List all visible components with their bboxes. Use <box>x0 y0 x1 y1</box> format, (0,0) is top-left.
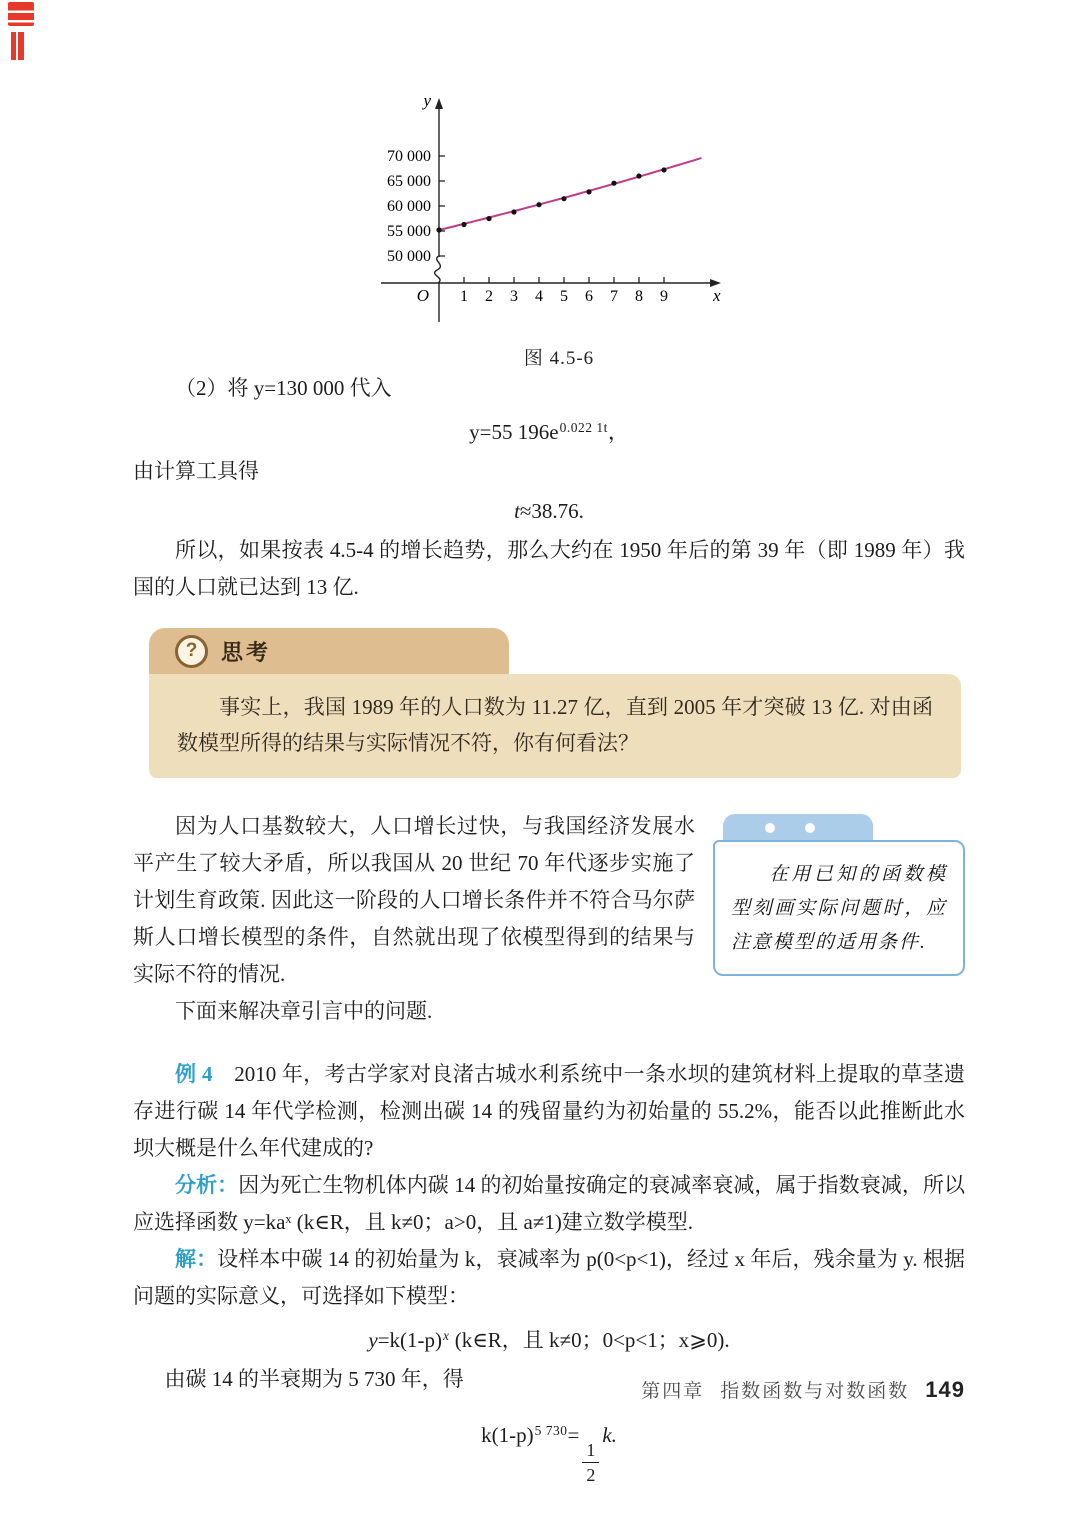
red-corner-artifact <box>8 2 34 60</box>
svg-text:1: 1 <box>460 288 468 305</box>
solution-paragraph: 解：设样本中碳 14 的初始量为 k，衰减率为 p(0<p<1)，经过 x 年后，残余量为 y. 根据问题的实际意义，可选择如下模型： <box>133 1247 965 1308</box>
footer-page-number: 149 <box>925 1377 965 1402</box>
paragraph-next-problem: 下面来解决章引言中的问题. <box>175 999 433 1023</box>
svg-text:60 000: 60 000 <box>387 198 431 215</box>
formula-decay-model: $y=k(1-p)^x$ (k∈R，且 k≠0；0<p<1；x⩾0). <box>368 1328 730 1352</box>
svg-text:65 000: 65 000 <box>387 173 431 190</box>
think-box <box>149 628 961 778</box>
x-axis-label: x <box>713 286 721 305</box>
footer-chapter: 第四章 <box>641 1381 705 1402</box>
svg-text:8: 8 <box>635 288 643 305</box>
analysis-label: 分析： <box>175 1173 239 1197</box>
svg-text:3: 3 <box>510 288 518 305</box>
margin-note-text: 在用已知的函数模型刻画实际问题时，应注意模型的适用条件. <box>713 840 965 976</box>
page-footer <box>641 1376 965 1403</box>
svg-text:7: 7 <box>610 288 618 305</box>
fraction-one-half: $\frac{1}{2}$ <box>582 1441 599 1484</box>
question-mark-icon: ? <box>175 635 208 668</box>
figure-caption: 图 4.5-6 <box>523 348 595 369</box>
svg-text:4: 4 <box>535 288 543 305</box>
example-4-label: 例 4 <box>175 1062 213 1086</box>
formula-half-life: $k(1-p)^{5 730}=$ $\frac{1}{2}$ k. <box>481 1423 617 1485</box>
note-dot-icon <box>765 823 775 833</box>
think-box-tab <box>149 628 509 674</box>
y-axis-arrow <box>435 98 443 109</box>
margin-note-tab <box>723 814 873 841</box>
svg-text:6: 6 <box>585 288 593 305</box>
svg-text:9: 9 <box>660 288 668 305</box>
svg-text:70 000: 70 000 <box>387 148 431 165</box>
paragraph-tool: 由计算工具得 <box>133 459 259 483</box>
footer-title: 指数函数与对数函数 <box>720 1381 910 1402</box>
formula-t-result: t≈38.76. <box>514 499 584 523</box>
think-box-body: 事实上，我国 1989 年的人口数为 11.27 亿，直到 2005 年才突破 13 亿. 对由函数模型所得的结果与实际情况不符，你有何看法？ <box>149 674 961 778</box>
red-mark-top <box>8 2 34 26</box>
population-growth-chart <box>369 88 749 338</box>
page-content <box>133 0 965 1485</box>
example-4-paragraph: 例 4 2010 年，考古学家对良渚古城水利系统中一条水坝的建筑材料上提取的草茎遗存进行碳 14 年代学检测，检测出碳 14 的残留量约为初始量的 55.2%，能否以此推断此水坝大概是什么年代建成的? <box>133 1062 966 1160</box>
svg-text:50 000: 50 000 <box>387 248 431 265</box>
think-box-title: 思考 <box>221 639 272 665</box>
origin-label: O <box>416 286 429 305</box>
svg-text:5: 5 <box>560 288 568 305</box>
paragraph-policy: 因为人口基数较大，人口增长过快，与我国经济发展水平产生了较大矛盾，所以我国从 20 世纪 70 年代逐步实施了计划生育政策. 因此这一阶段的人口增长条件并不符合马尔萨斯人口增长模型的条件，自然就出现了依模型得到的结果与实际不符的情况. <box>133 814 695 986</box>
svg-text:55 000: 55 000 <box>387 223 431 240</box>
solution-label: 解： <box>175 1247 218 1271</box>
formula-model: y=55 $196e^{0.022 1t}$， <box>469 420 629 444</box>
margin-note-box <box>713 814 965 976</box>
wrap-section <box>133 808 965 1030</box>
analysis-paragraph: 分析：因为死亡生物机体内碳 14 的初始量按确定的衰减率衰减，属于指数衰减，所以应选择函数 y=kaˣ (k∈R，且 k≠0；a>0，且 a≠1)建立数学模型. <box>133 1173 965 1234</box>
paragraph-conclusion: 所以，如果按表 4.5-4 的增长趋势，那么大约在 1950 年后的第 39 年（即 1989 年）我国的人口就已达到 13 亿. <box>133 538 965 599</box>
svg-text:2: 2 <box>485 288 493 305</box>
red-mark-bottom <box>11 32 24 60</box>
paragraph-half-life: 由碳 14 的半衰期为 5 730 年，得 <box>164 1367 464 1391</box>
y-axis-label: y <box>423 91 431 110</box>
figure-4-5-6 <box>369 88 749 370</box>
note-dot-icon <box>805 823 815 833</box>
paragraph-substitute: （2）将 y=130 000 代入 <box>175 376 392 400</box>
